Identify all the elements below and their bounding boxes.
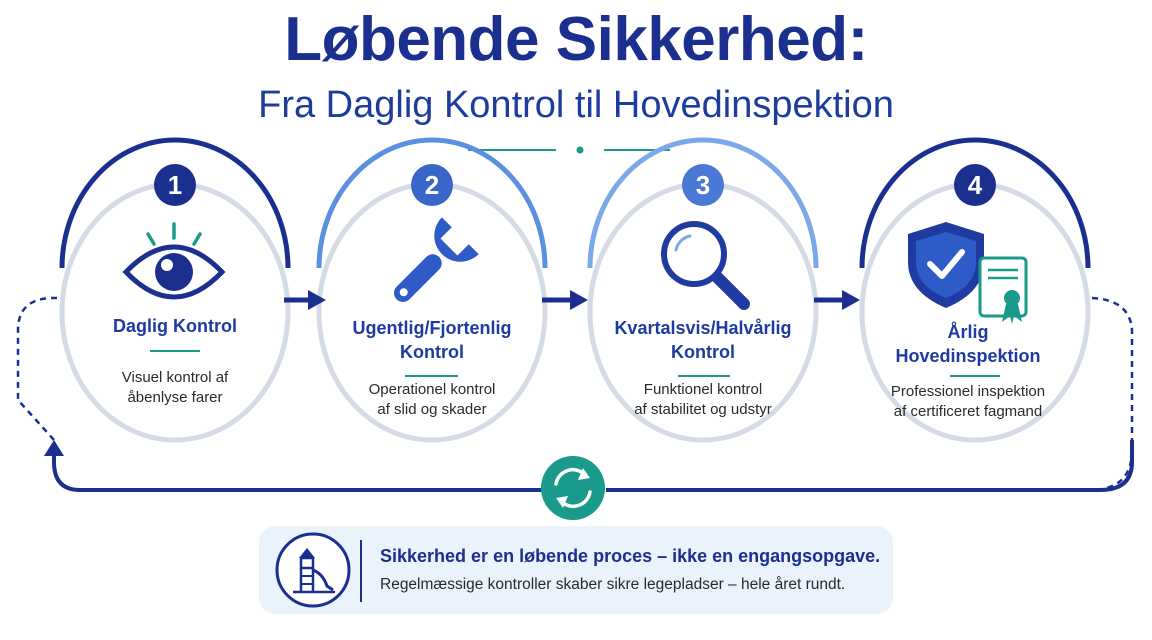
stage-3-title-line-2: Kontrol (671, 342, 735, 362)
stage-1-text (75, 314, 275, 338)
stage-3-desc-line-2: af stabilitet og udstyr (634, 401, 772, 418)
stage-4-number: 4 (967, 170, 983, 200)
stage-3-title-line-1: Kvartalsvis/Halvårlig (614, 318, 792, 338)
stage-2-desc-line-2: af slid og skader (377, 401, 487, 418)
stage-4-description (868, 382, 1068, 422)
stage-2-title-line-2: Kontrol (400, 342, 464, 362)
banner-subline: Regelmæssige kontroller skaber sikre legepladser – hele året rundt. (380, 576, 846, 593)
refresh-icon (541, 456, 605, 520)
page-subtitle: Fra Daglig Kontrol til Hovedinspektion (258, 84, 894, 126)
stage-1-description (75, 368, 275, 408)
banner-divider (360, 540, 362, 602)
stage-4-title-line-2: Hovedinspektion (895, 346, 1041, 366)
stage-2-text (332, 316, 532, 364)
stage-4-desc-line-2: af certificeret fagmand (893, 403, 1043, 420)
banner-headline: Sikkerhed er en løbende proces – ikke en engangsopgave. (380, 546, 881, 566)
stage-4-desc-line-1: Professionel inspektion (890, 383, 1046, 400)
connector-arrow-2-3 (542, 290, 588, 310)
eye-icon (126, 224, 222, 297)
stage-1-title: Daglig Kontrol (113, 316, 237, 336)
stage-3-description (603, 380, 803, 420)
stage-2-desc-line-1: Operationel kontrol (368, 381, 496, 398)
magnifier-icon (664, 224, 744, 304)
stage-3-desc-line-1: Funktionel kontrol (643, 381, 763, 398)
stage-4-title-line-1: Årlig (947, 322, 989, 342)
subtitle-divider (468, 147, 670, 154)
stage-1-number: 1 (167, 170, 183, 200)
stage-4-text (868, 320, 1068, 368)
stage-3-text (603, 316, 803, 364)
stage-1-desc-line-1: Visuel kontrol af (121, 369, 229, 386)
connector-arrow-3-4 (814, 290, 860, 310)
stage-2-title-line-1: Ugentlig/Fjortenlig (352, 318, 512, 338)
stage-1-desc-line-2: åbenlyse farer (127, 389, 223, 406)
stage-3-number: 3 (695, 170, 711, 200)
page-title: Løbende Sikkerhed: (284, 5, 868, 74)
info-banner (259, 526, 893, 614)
wrench-icon (378, 217, 478, 317)
stage-2-number: 2 (424, 170, 440, 200)
stage-2-description (332, 380, 532, 420)
playground-icon (273, 530, 353, 610)
shield-certificate-icon (908, 222, 1026, 324)
